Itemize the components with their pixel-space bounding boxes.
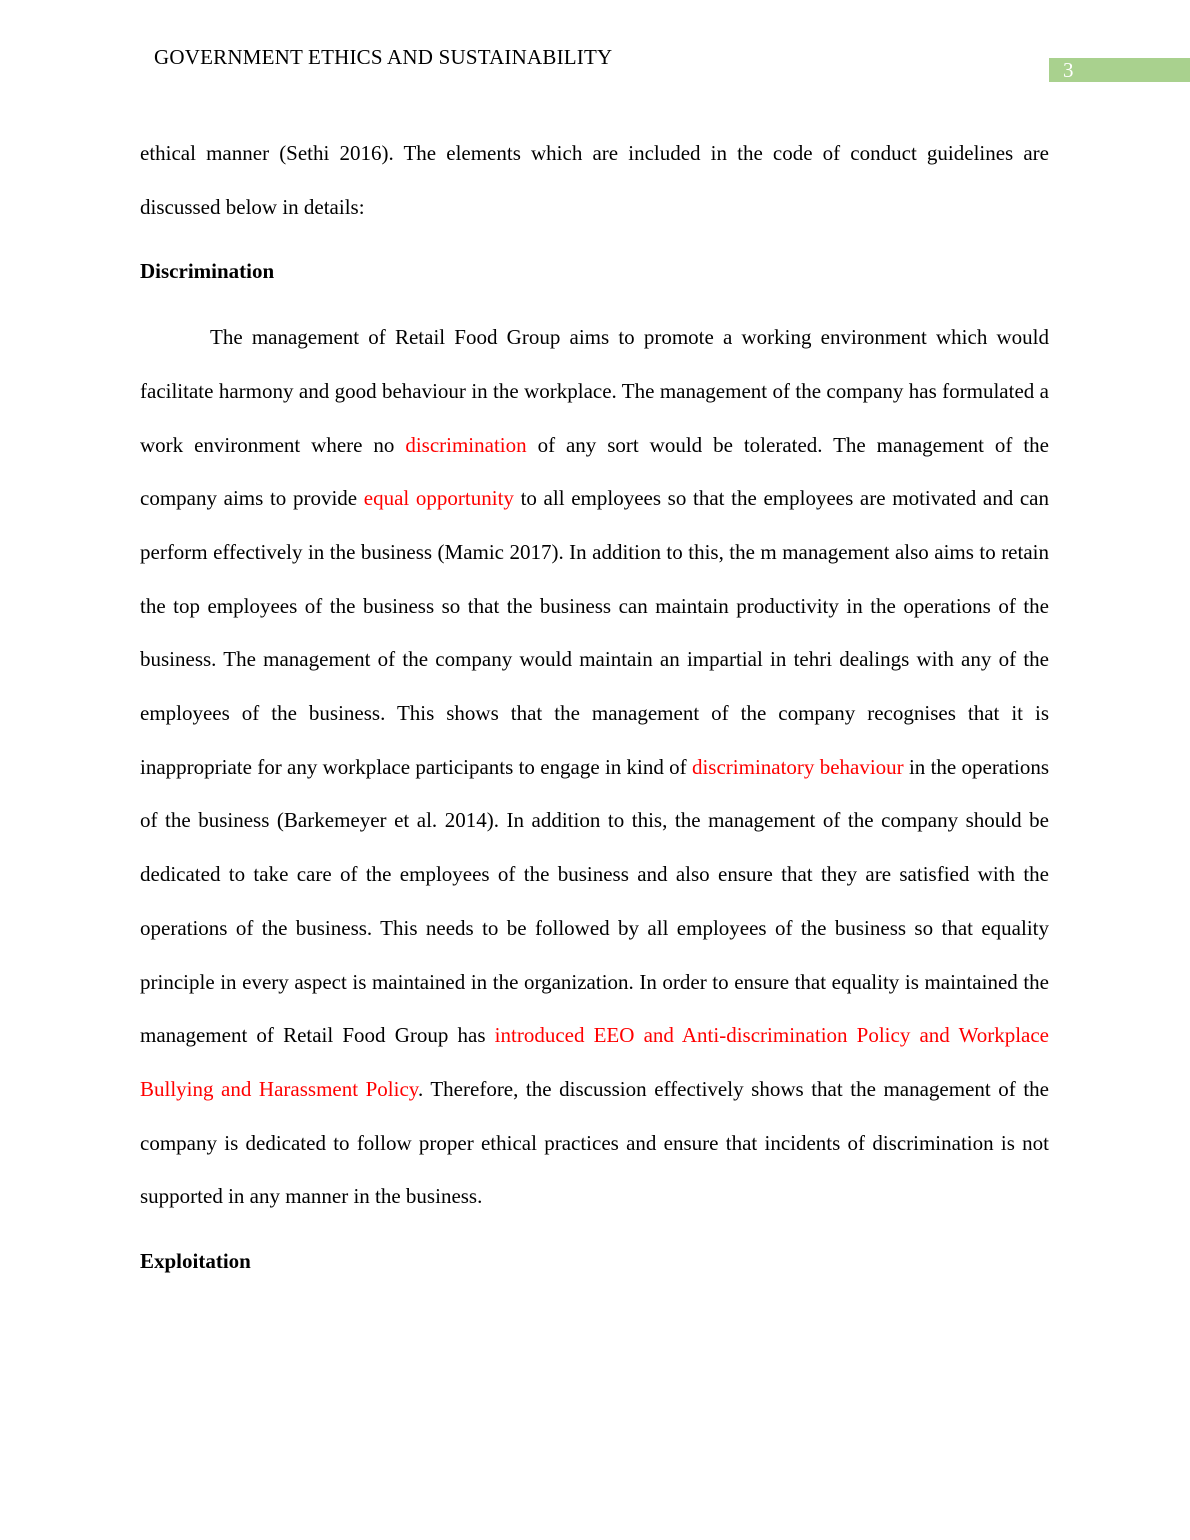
document-body: [140, 127, 1049, 1289]
intro-paragraph: ethical manner (Sethi 2016). The elements which are included in the code of conduct guidelines are discussed below in details:: [140, 141, 1049, 219]
paragraph-text: . Therefore, the discussion effectively shows that the management of the company is dedicated to follow proper ethical practices and ensure that incidents of discrimination is not supported in any manner in the business.: [140, 1076, 1049, 1209]
highlight-equal-opportunity: equal opportunity: [363, 486, 514, 511]
paragraph-text: to all employees so that the employees are motivated and can perform effectively in the business (Mamic 2017). In addition to this, the m management also aims to retain the top employees of the business so that the business can maintain productivity in the operations of the business. The management of the company would maintain an impartial in tehri dealings with any of the employees of the business. This shows that the management of the company recognises that it is inappropriate for any workplace participants to engage in kind of: [140, 486, 1049, 779]
page-number: 3: [1063, 58, 1074, 82]
paragraph-text: of any sort would be tolerated. The management of the company aims to provide: [140, 432, 1049, 511]
heading-exploitation: Exploitation: [140, 1249, 251, 1274]
discrimination-paragraph: [140, 311, 1049, 1224]
highlight-discrimination: discrimination: [405, 432, 527, 457]
paragraph-text: The management of Retail Food Group aims to promote a working environment which would facilitate harmony and good behaviour in the workplace. The management of the company has formulated a work environment where no: [140, 325, 1049, 457]
page-number-badge: [1049, 58, 1190, 82]
highlight-policies: introduced EEO and Anti-discrimination Policy and Workplace Bullying and Harassment Policy: [140, 1023, 1050, 1101]
paragraph-text: in the operations of the business (Barkemeyer et al. 2014). In addition to this, the management of the company should be dedicated to take care of the employees of the business and also ensure that they are satisfied with the operations of the business. This needs to be followed by all employees of the business so that equality principle in every aspect is maintained in the organization. In order to ensure that equality is maintained the management of Retail Food Group has: [140, 754, 1049, 1048]
heading-discrimination: Discrimination: [140, 259, 275, 284]
highlight-discriminatory-behaviour: discriminatory behaviour: [691, 754, 904, 779]
running-head: GOVERNMENT ETHICS AND SUSTAINABILITY: [154, 45, 613, 69]
